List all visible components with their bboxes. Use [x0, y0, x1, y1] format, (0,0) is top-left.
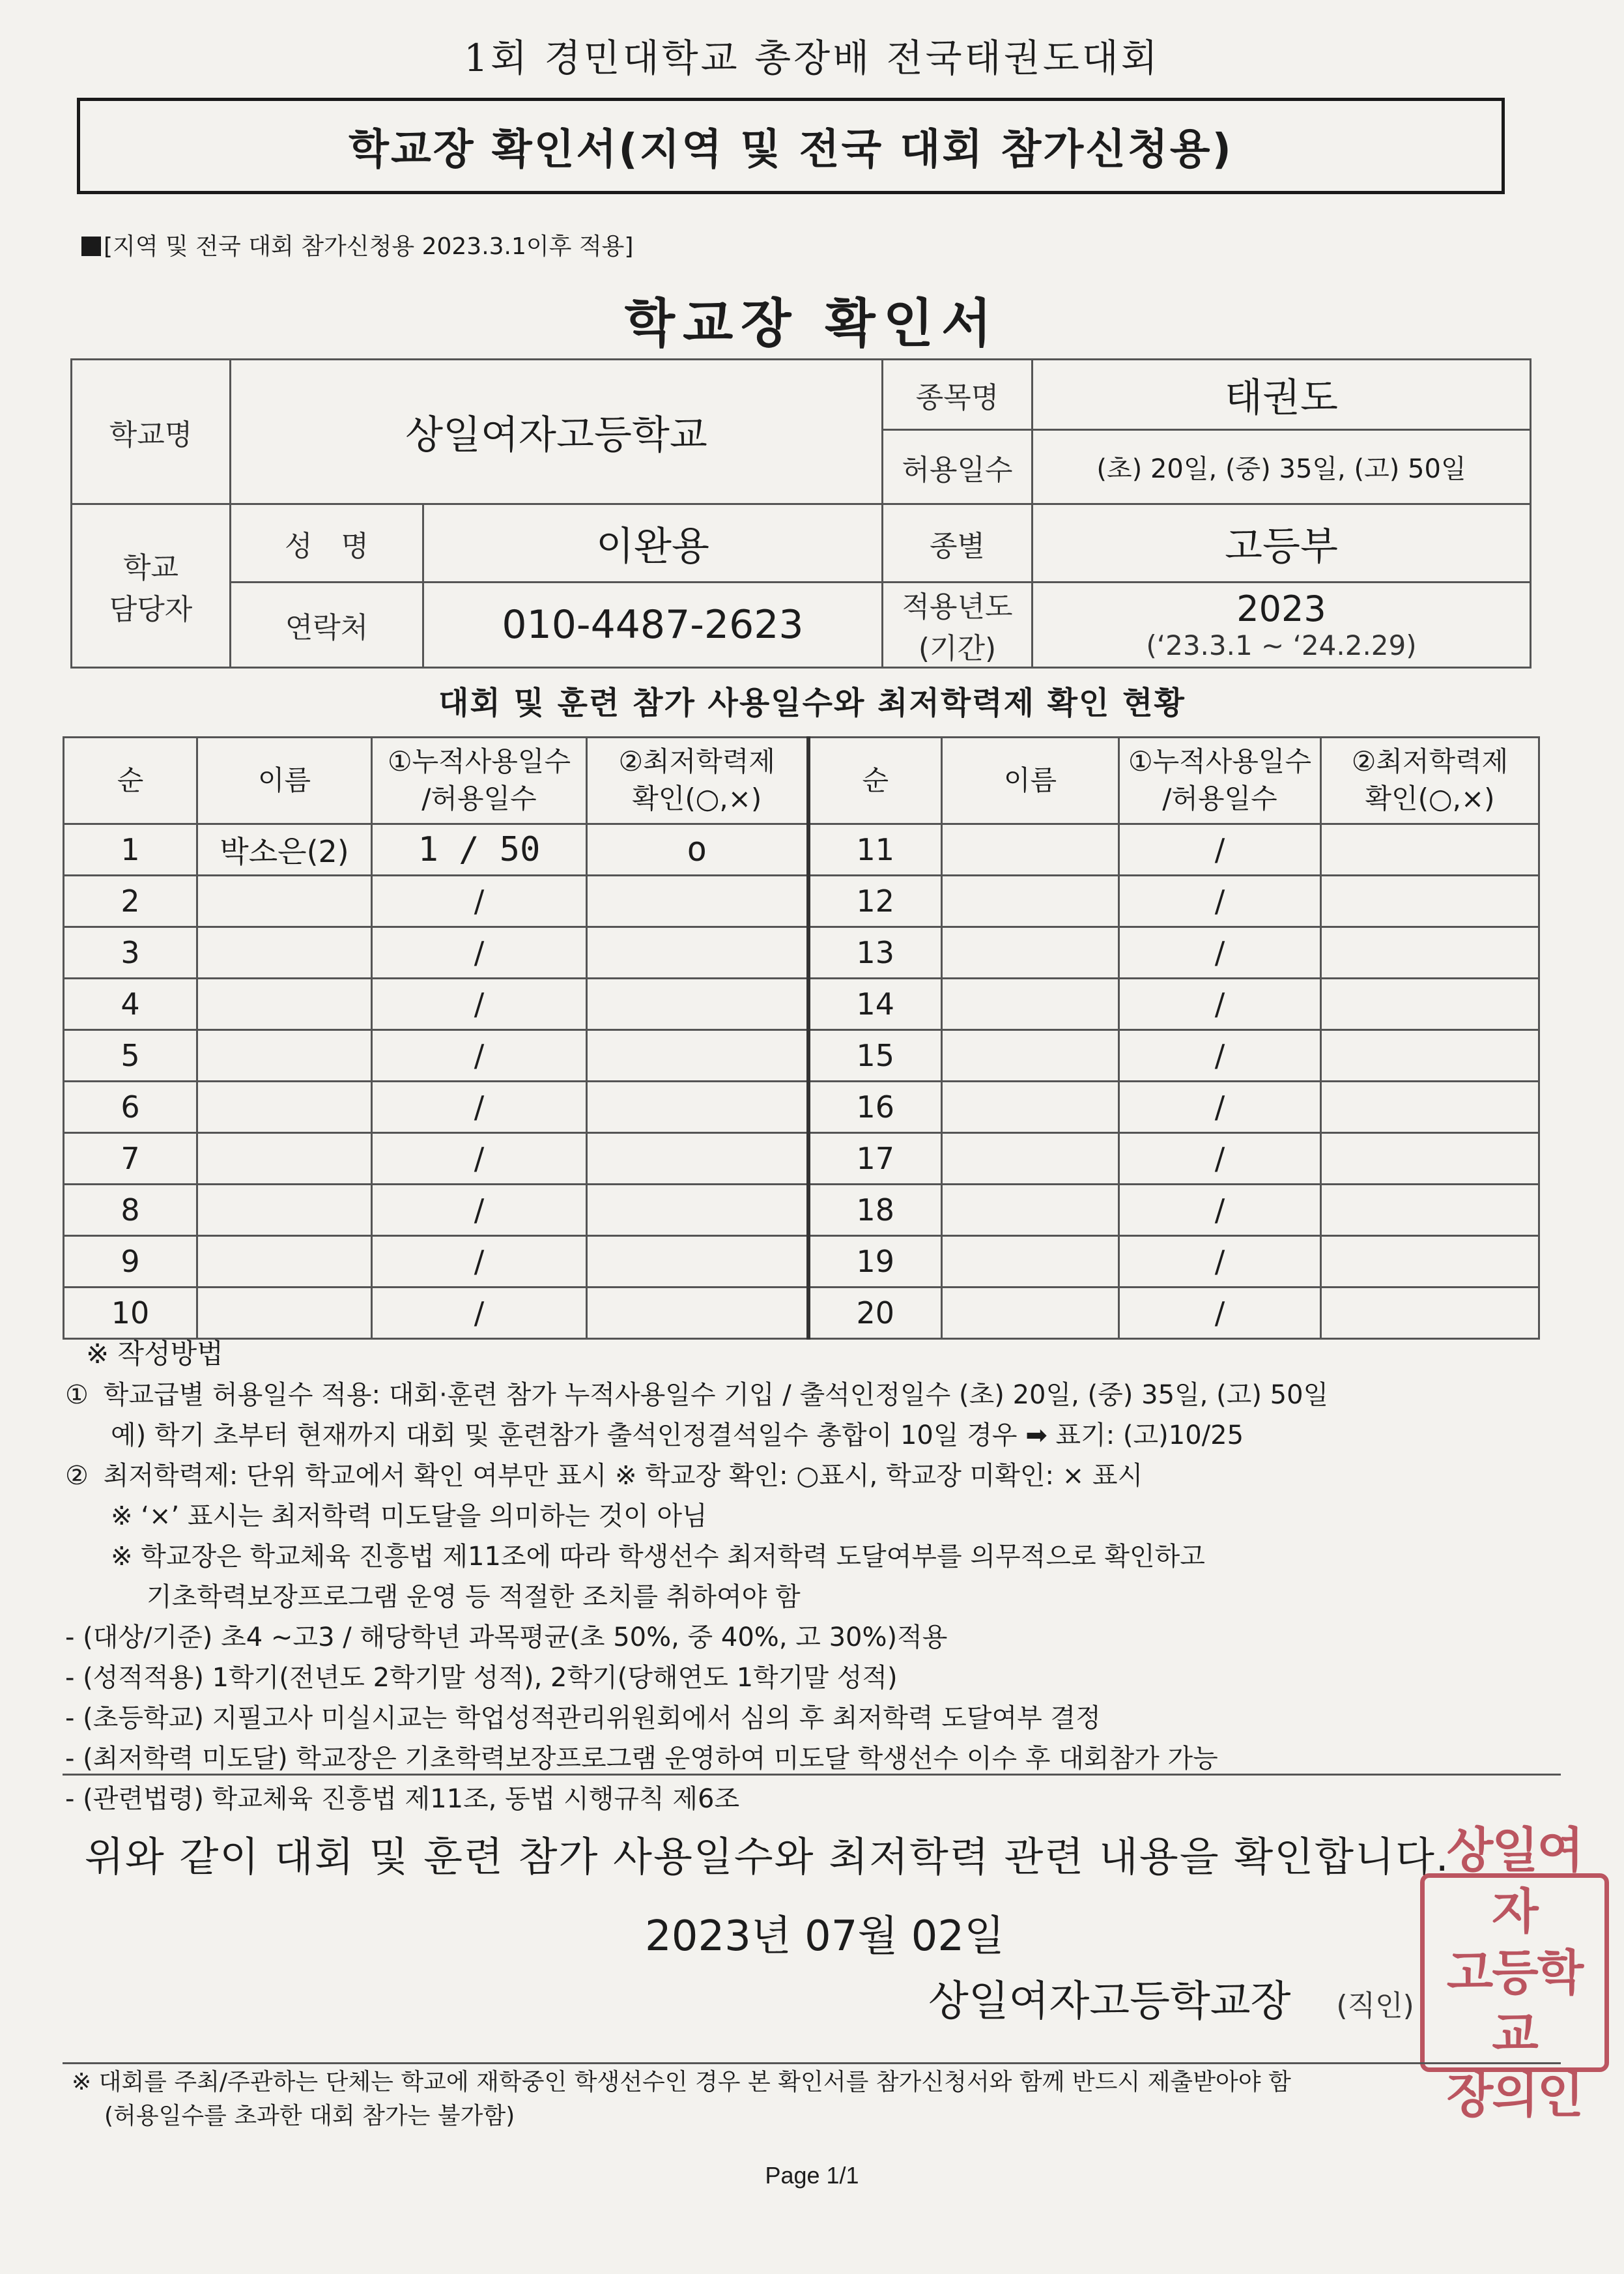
footer-note	[72, 2065, 1291, 2133]
item-2-number: ②	[65, 1461, 89, 1491]
row-days: /	[372, 1133, 587, 1185]
row-name-right	[942, 979, 1119, 1030]
row-check	[587, 927, 808, 979]
row-days-right: /	[1119, 1236, 1321, 1288]
row-name	[197, 1185, 372, 1236]
seal-row: 고등학교	[1446, 1944, 1583, 2062]
form-banner: 학교장 확인서(지역 및 전국 대회 참가신청용)	[77, 98, 1505, 194]
name-label: 성 명	[231, 504, 423, 583]
row-name-right	[942, 1288, 1119, 1339]
document-title: 학교장 확인서	[624, 293, 1000, 354]
row-no-right: 12	[808, 876, 942, 927]
sport-label: 종목명	[883, 360, 1033, 430]
method-bullet-3: - (초등학교) 지필고사 미실시교는 학업성적관리위원회에서 심의 후 최저학력 도달여부 결정	[65, 1703, 1101, 1734]
header-name: 이름	[197, 738, 372, 824]
row-days: /	[372, 1185, 587, 1236]
row-check-right	[1321, 979, 1539, 1030]
row-days: /	[372, 927, 587, 979]
row-days: 1 / 50	[372, 824, 587, 876]
seal-row: 장의인	[1446, 2067, 1583, 2123]
header-days-line2: /허용일수	[421, 783, 537, 814]
row-days: /	[372, 876, 587, 927]
table-row	[64, 876, 1539, 927]
row-days-right: /	[1119, 927, 1321, 979]
table-row	[64, 824, 1539, 876]
row-no-right: 15	[808, 1030, 942, 1082]
row-check-right	[1321, 1236, 1539, 1288]
contact-group-label-line2: 담당자	[109, 593, 193, 626]
header-check-line1: ②최저학력제	[618, 745, 775, 778]
row-check-right	[1321, 1185, 1539, 1236]
row-days-right: /	[1119, 824, 1321, 876]
division-value: 고등부	[1033, 504, 1531, 583]
school-info-table	[70, 358, 1531, 669]
row-days: /	[372, 979, 587, 1030]
method-item-1-example: 예) 학기 초부터 현재까지 대회 및 훈련참가 출석인정결석일수 총합이 10일 경우 ➡ 표기: (고)10/25	[111, 1420, 1244, 1451]
row-no: 9	[64, 1236, 197, 1288]
header-check-right-line1: ②최저학력제	[1351, 745, 1509, 778]
row-check-right	[1321, 1133, 1539, 1185]
row-check	[587, 979, 808, 1030]
method-note-3: 기초학력보장프로그램 운영 등 적절한 조치를 취하여야 함	[147, 1582, 801, 1613]
row-check	[587, 876, 808, 927]
header-days-right-line1: ①누적사용일수	[1128, 745, 1312, 778]
row-no: 4	[64, 979, 197, 1030]
row-check-right	[1321, 1288, 1539, 1339]
method-note-1: ※ ‘×’ 표시는 최저학력 미도달을 의미하는 것이 아님	[111, 1501, 707, 1532]
header-check-right-line2: 확인(○,×)	[1365, 783, 1495, 814]
method-heading: ※ 작성방법	[86, 1338, 223, 1370]
table-row	[64, 1133, 1539, 1185]
contact-group-label	[72, 504, 231, 668]
row-no: 7	[64, 1133, 197, 1185]
table-row	[64, 1288, 1539, 1339]
row-check-right	[1321, 824, 1539, 876]
row-no-right: 13	[808, 927, 942, 979]
row-no-right: 17	[808, 1133, 942, 1185]
row-check	[587, 1236, 808, 1288]
row-check: o	[587, 824, 808, 876]
row-days-right: /	[1119, 1133, 1321, 1185]
seal-row: 상일여자	[1446, 1822, 1583, 1940]
confirmation-date: 2023년 07월 02일	[645, 1912, 1004, 1961]
row-name-right	[942, 1133, 1119, 1185]
row-name	[197, 1082, 372, 1133]
header-days-line1: ①누적사용일수	[387, 745, 571, 778]
row-name	[197, 1133, 372, 1185]
header-days-right-line2: /허용일수	[1162, 783, 1277, 814]
year-label	[883, 583, 1033, 668]
header-check-line2: 확인(○,×)	[632, 783, 762, 814]
row-days-right: /	[1119, 1288, 1321, 1339]
row-name-right	[942, 824, 1119, 876]
row-no-right: 16	[808, 1082, 942, 1133]
table-header-row	[64, 738, 1539, 824]
footer-line-1: ※ 대회를 주최/주관하는 단체는 학교에 재학중인 학생선수인 경우 본 확인서를 참가신청서와 함께 반드시 제출받아야 함	[72, 2069, 1291, 2095]
row-check-right	[1321, 876, 1539, 927]
method-bullet-5: - (관련법령) 학교체육 진흥법 제11조, 동법 시행규칙 제6조	[65, 1784, 740, 1815]
row-name-right	[942, 1236, 1119, 1288]
phone-value: 010-4487-2623	[423, 583, 883, 668]
school-name-value: 상일여자고등학교	[231, 360, 883, 504]
divider	[63, 1774, 1561, 1776]
row-name	[197, 876, 372, 927]
confirmation-statement: 위와 같이 대회 및 훈련 참가 사용일수와 최저학력 관련 내용을 확인합니다.	[85, 1833, 1450, 1880]
header-name-right: 이름	[942, 738, 1119, 824]
header-check	[587, 738, 808, 824]
row-no: 8	[64, 1185, 197, 1236]
row-days-right: /	[1119, 876, 1321, 927]
row-check	[587, 1030, 808, 1082]
row-no: 2	[64, 876, 197, 927]
header-days	[372, 738, 587, 824]
allowed-days-value: (초) 20일, (중) 35일, (고) 50일	[1033, 430, 1531, 504]
row-name	[197, 927, 372, 979]
row-days: /	[372, 1030, 587, 1082]
row-days: /	[372, 1236, 587, 1288]
method-note-2: ※ 학교장은 학교체육 진흥법 제11조에 따라 학생선수 최저학력 도달여부를 의무적으로 확인하고	[111, 1542, 1205, 1572]
year-value	[1033, 583, 1531, 668]
row-no: 3	[64, 927, 197, 979]
year-label-line1: 적용년도	[902, 590, 1013, 624]
row-name-right	[942, 1082, 1119, 1133]
row-name-right	[942, 1185, 1119, 1236]
row-check-right	[1321, 1082, 1539, 1133]
principal-signature	[928, 1968, 1414, 2028]
row-check-right	[1321, 927, 1539, 979]
row-no: 6	[64, 1082, 197, 1133]
form-note-text: [지역 및 전국 대회 참가신청용 2023.3.1이후 적용]	[104, 233, 634, 260]
row-no-right: 19	[808, 1236, 942, 1288]
event-title: 1회 경민대학교 총장배 전국태권도대회	[464, 36, 1160, 80]
writing-method-section	[65, 1332, 1537, 1819]
allowed-days-label: 허용일수	[883, 430, 1033, 504]
method-item-1	[65, 1375, 1537, 1415]
table-row	[64, 1030, 1539, 1082]
row-name	[197, 1288, 372, 1339]
row-no: 5	[64, 1030, 197, 1082]
page-number: Page 1/1	[765, 2162, 859, 2189]
usage-status-table	[63, 736, 1540, 1340]
header-check-right	[1321, 738, 1539, 824]
year-text: 2023	[1236, 588, 1326, 629]
header-days-right	[1119, 738, 1321, 824]
division-label: 종별	[883, 504, 1033, 583]
row-days-right: /	[1119, 1030, 1321, 1082]
row-name-right	[942, 1030, 1119, 1082]
method-bullet-2: - (성적적용) 1학기(전년도 2학기말 성적), 2학기(당해연도 1학기말 성적)	[65, 1663, 898, 1693]
method-bullet-4: - (최저학력 미도달) 학교장은 기초학력보장프로그램 운영하여 미도달 학생선수 이수 후 대회참가 가능	[65, 1744, 1218, 1774]
footer-line-2: (허용일수를 초과한 대회 참가는 불가함)	[104, 2103, 515, 2130]
row-check	[587, 1288, 808, 1339]
table-row	[64, 1082, 1539, 1133]
header-no-right: 순	[808, 738, 942, 824]
row-no-right: 14	[808, 979, 942, 1030]
row-days: /	[372, 1082, 587, 1133]
row-days-right: /	[1119, 979, 1321, 1030]
row-days-right: /	[1119, 1082, 1321, 1133]
row-no: 1	[64, 824, 197, 876]
row-name	[197, 979, 372, 1030]
header-no: 순	[64, 738, 197, 824]
seal-mark-text: (직인)	[1336, 1989, 1414, 2022]
contact-group-label-line1: 학교	[122, 551, 178, 584]
divider	[63, 2062, 1561, 2064]
row-check	[587, 1082, 808, 1133]
row-check-right	[1321, 1030, 1539, 1082]
row-name-right	[942, 927, 1119, 979]
table-row	[64, 927, 1539, 979]
row-check	[587, 1133, 808, 1185]
item-1-text: 학교급별 허용일수 적용: 대회·훈련 참가 누적사용일수 기입 / 출석인정일수 (초) 20일, (중) 35일, (고) 50일	[103, 1380, 1329, 1411]
period-text: (‘23.3.1 ~ ‘24.2.29)	[1146, 629, 1417, 661]
row-no-right: 18	[808, 1185, 942, 1236]
form-note	[81, 228, 633, 261]
table-row	[64, 1236, 1539, 1288]
year-label-line2: (기간)	[918, 632, 997, 665]
row-no-right: 20	[808, 1288, 942, 1339]
item-2-text: 최저학력제: 단위 학교에서 확인 여부만 표시 ※ 학교장 확인: ○표시, 학교장 미확인: × 표시	[103, 1461, 1143, 1491]
official-seal	[1420, 1822, 1609, 2123]
item-1-number: ①	[65, 1380, 89, 1411]
square-bullet-icon	[81, 237, 101, 256]
row-name	[197, 1030, 372, 1082]
sport-value: 태권도	[1033, 360, 1531, 430]
principal-name: 상일여자고등학교장	[928, 1978, 1291, 2026]
row-check	[587, 1185, 808, 1236]
row-days-right: /	[1119, 1185, 1321, 1236]
method-item-2	[65, 1456, 1537, 1496]
row-name	[197, 1236, 372, 1288]
table-row	[64, 1185, 1539, 1236]
phone-label: 연락처	[231, 583, 423, 668]
row-days: /	[372, 1288, 587, 1339]
method-bullet-1: - (대상/기준) 초4 ~고3 / 해당학년 과목평균(초 50%, 중 40%, 고 30%)적용	[65, 1622, 948, 1653]
row-no-right: 11	[808, 824, 942, 876]
school-name-label: 학교명	[72, 360, 231, 504]
row-no: 10	[64, 1288, 197, 1339]
row-name-right	[942, 876, 1119, 927]
table-row	[64, 979, 1539, 1030]
name-value: 이완용	[423, 504, 883, 583]
status-title: 대회 및 훈련 참가 사용일수와 최저학력제 확인 현황	[438, 685, 1186, 721]
row-name: 박소은(2)	[197, 824, 372, 876]
